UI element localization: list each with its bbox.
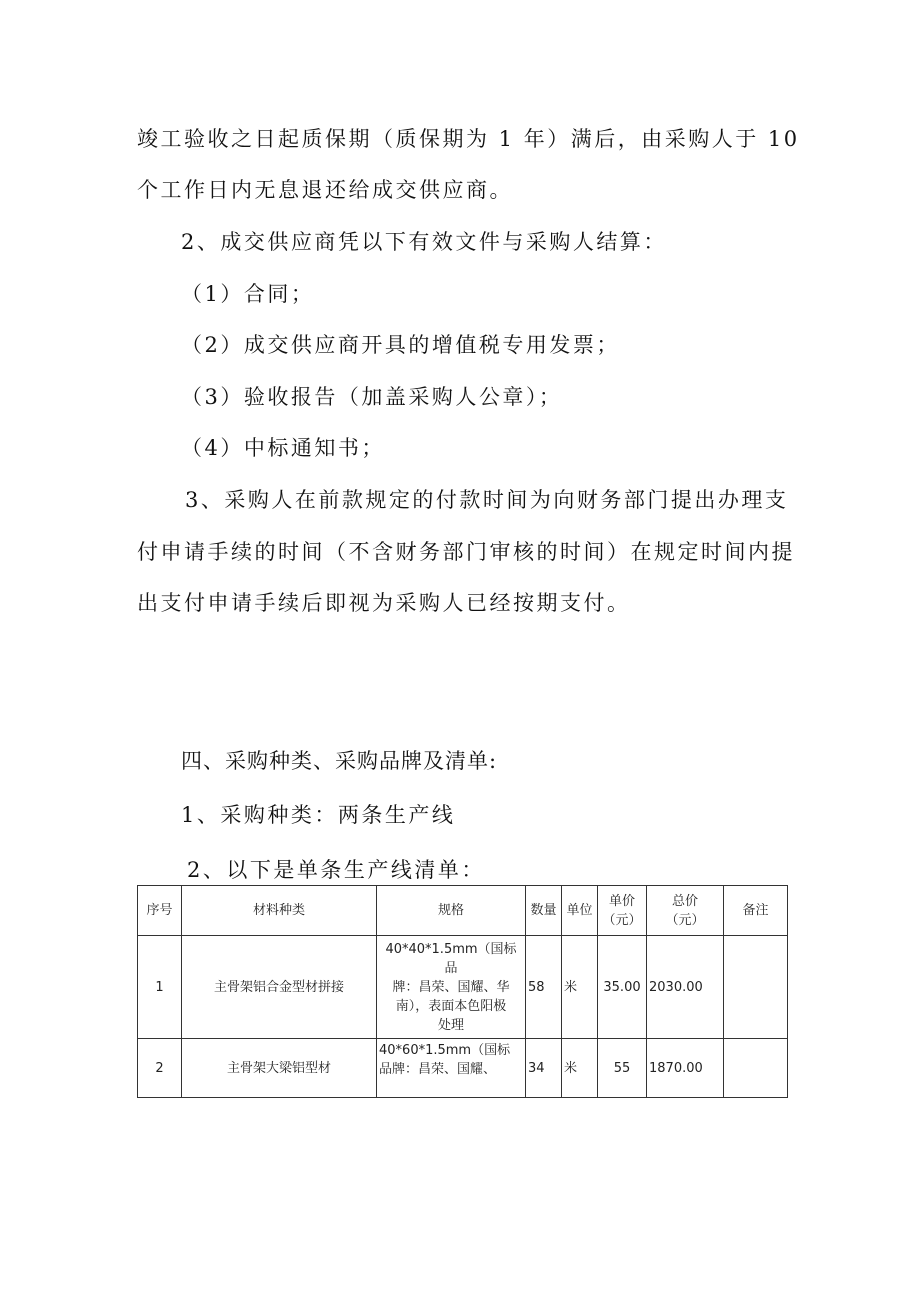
header-total	[647, 886, 724, 936]
row-2-spec-line-1: 40*60*1.5mm（国标	[379, 1043, 511, 1058]
header-unit: 单位	[562, 886, 598, 936]
header-spec: 规格	[377, 886, 526, 936]
row-1-spec-line-1: 40*40*1.5mm（国标品	[385, 941, 517, 976]
row-1-note	[724, 936, 788, 1039]
section-4-item-2: 2、以下是单条生产线清单：	[187, 858, 485, 882]
header-qty: 数量	[526, 886, 562, 936]
row-1-material: 主骨架铝合金型材拼接	[182, 936, 377, 1039]
row-2-total: 1870.00	[647, 1039, 724, 1098]
row-1-spec-line-4: 处理	[437, 1017, 464, 1033]
row-2-qty: 34	[526, 1039, 562, 1098]
row-1-qty: 58	[526, 936, 562, 1039]
table-header-row	[138, 886, 788, 936]
header-material: 材料种类	[182, 886, 377, 936]
section-4-item-1: 1、采购种类：两条生产线	[181, 803, 456, 827]
list-item-2: （2）成交供应商开具的增值税专用发票；	[181, 333, 620, 357]
row-1-unit: 米	[562, 936, 598, 1039]
header-no: 序号	[138, 886, 182, 936]
row-2-unit: 米	[562, 1039, 598, 1098]
section-4-heading: 四、采购种类、采购品牌及清单:	[181, 749, 498, 773]
row-1-total: 2030.00	[647, 936, 724, 1039]
row-1-no: 1	[138, 936, 182, 1039]
row-1-spec	[377, 936, 526, 1039]
row-1-spec-line-3: 南），表面本色阳极	[395, 998, 507, 1014]
row-1-spec-line-2: 牌：昌荣、国耀、华	[392, 979, 510, 995]
header-note: 备注	[724, 886, 788, 936]
paragraph-3-line-3: 出支付申请手续后即视为采购人已经按期支付。	[137, 591, 631, 615]
row-2-unit-price: 55	[598, 1039, 647, 1098]
header-unit-price	[598, 886, 647, 936]
paragraph-2: 2、成交供应商凭以下有效文件与采购人结算：	[181, 230, 667, 254]
paragraph-3-line-2: 付申请手续的时间（不含财务部门审核的时间）在规定时间内提	[137, 540, 795, 564]
purchase-list-table	[137, 885, 788, 1098]
header-unit-price-line-2: （元）	[602, 912, 642, 928]
row-2-spec	[377, 1039, 526, 1098]
paragraph-1-line-2: 个工作日内无息退还给成交供应商。	[137, 178, 513, 202]
header-unit-price-line-1: 单价	[608, 893, 635, 909]
paragraph-1-line-1: 竣工验收之日起质保期（质保期为 1 年）满后，由采购人于 10	[137, 127, 800, 151]
row-1-unit-price: 35.00	[598, 936, 647, 1039]
header-total-line-1: 总价	[671, 893, 698, 909]
header-total-line-2: （元）	[665, 912, 705, 928]
list-item-3: （3）验收报告（加盖采购人公章）；	[181, 385, 563, 409]
paragraph-3-line-1: 3、采购人在前款规定的付款时间为向财务部门提出办理支	[185, 488, 789, 512]
table-row	[138, 1039, 788, 1098]
row-2-no: 2	[138, 1039, 182, 1098]
row-2-spec-line-2: 品牌：昌荣、国耀、	[379, 1062, 497, 1077]
row-2-material: 主骨架大梁铝型材	[182, 1039, 377, 1098]
row-2-note	[724, 1039, 788, 1098]
list-item-1: （1）合同；	[181, 282, 315, 306]
list-item-4: （4）中标通知书；	[181, 436, 385, 460]
table-row	[138, 936, 788, 1039]
